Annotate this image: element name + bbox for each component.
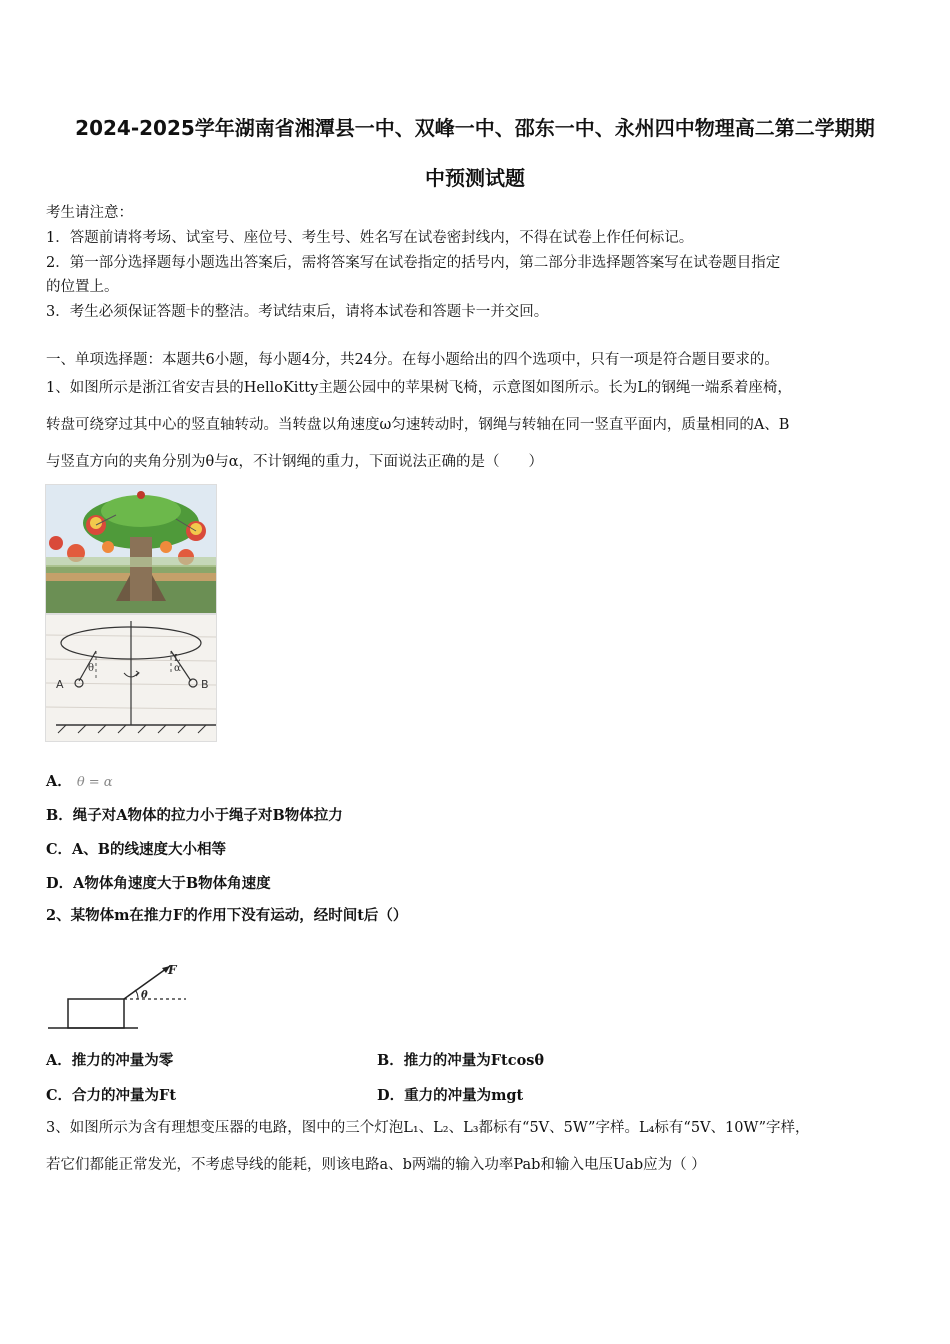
- q1-stem-line-3: 与竖直方向的夹角分别为θ与α，不计钢绳的重力，下面说法正确的是（ ）: [46, 454, 544, 470]
- q1-option-a-formula: θ = α: [76, 775, 113, 790]
- notice-heading: 考生请注意：: [46, 205, 133, 221]
- q1-stem-line-2: 转盘可绕穿过其中心的竖直轴转动。当转盘以角速度ω匀速转动时，钢绳与转轴在同一竖直平面内，质量相同的A、B: [46, 417, 790, 433]
- q1-option-d[interactable]: D．A物体角速度大于B物体角速度: [46, 875, 271, 892]
- q2-option-d[interactable]: D．重力的冲量为mgt: [377, 1087, 524, 1104]
- q1-option-c[interactable]: C．A、B的线速度大小相等: [46, 841, 227, 858]
- exam-title-line-2: 中预测试题: [425, 166, 525, 190]
- diagram-label-l: L: [174, 654, 180, 664]
- q3-stem-line-1: 3、如图所示为含有理想变压器的电路，图中的三个灯泡L₁、L₂、L₃都标有“5V、5W”字样。L₄标有“5V、10W”字样，: [46, 1120, 810, 1136]
- q2-diagram-theta-label: θ: [141, 990, 148, 1001]
- q2-option-c[interactable]: C．合力的冲量为Ft: [46, 1087, 177, 1104]
- q1-sketch-diagram: [45, 614, 217, 742]
- q2-diagram: [46, 958, 196, 1033]
- q2-stem: 2、某物体m在推力F的作用下没有运动，经时间t后（）: [46, 907, 408, 924]
- exam-title-line-1: 2024-2025学年湖南省湘潭县一中、双峰一中、邵东一中、永州四中物理高二第二学期期: [75, 116, 875, 140]
- diagram-label-theta: θ: [88, 663, 95, 674]
- diagram-label-b: B: [201, 678, 209, 691]
- q2-option-a[interactable]: A．推力的冲量为零: [46, 1052, 174, 1069]
- q2-diagram-f-label: F: [168, 963, 177, 977]
- block-push-force-diagram: [46, 958, 196, 1033]
- notice-item-1: 1．答题前请将考场、试室号、座位号、考生号、姓名写在试卷密封线内，不得在试卷上作任何标记。: [46, 230, 694, 246]
- q1-photo: [45, 484, 217, 614]
- q1-option-b[interactable]: B．绳子对A物体的拉力小于绳子对B物体拉力: [46, 807, 343, 824]
- swing-ride-schematic: [46, 615, 216, 741]
- q1-option-a-label: A．: [46, 773, 72, 790]
- diagram-label-alpha: α: [174, 663, 181, 674]
- q3-stem-line-2: 若它们都能正常发光，不考虑导线的能耗，则该电路a、b两端的输入功率Pab和输入电压Uab应为（ ）: [46, 1157, 706, 1173]
- q1-stem-line-1: 1、如图所示是浙江省安吉县的HelloKitty主题公园中的苹果树飞椅，示意图如图所示。长为L的钢绳一端系着座椅，: [46, 380, 792, 396]
- notice-item-2: 2．第一部分选择题每小题选出答案后，需将答案写在试卷指定的括号内，第二部分非选择题答案写在试卷题目指定: [46, 255, 781, 271]
- apple-tree-ride-illustration: [46, 485, 216, 613]
- notice-item-2-cont: 的位置上。: [46, 279, 119, 295]
- diagram-label-a: A: [56, 678, 64, 691]
- q2-option-b[interactable]: B．推力的冲量为Ftcosθ: [377, 1052, 545, 1069]
- notice-item-3: 3．考生必须保证答题卡的整洁。考试结束后，请将本试卷和答题卡一并交回。: [46, 304, 549, 320]
- q1-option-a[interactable]: [46, 770, 113, 791]
- section-1-heading: 一、单项选择题：本题共6小题，每小题4分，共24分。在每小题给出的四个选项中，只有一项是符合题目要求的。: [46, 352, 779, 368]
